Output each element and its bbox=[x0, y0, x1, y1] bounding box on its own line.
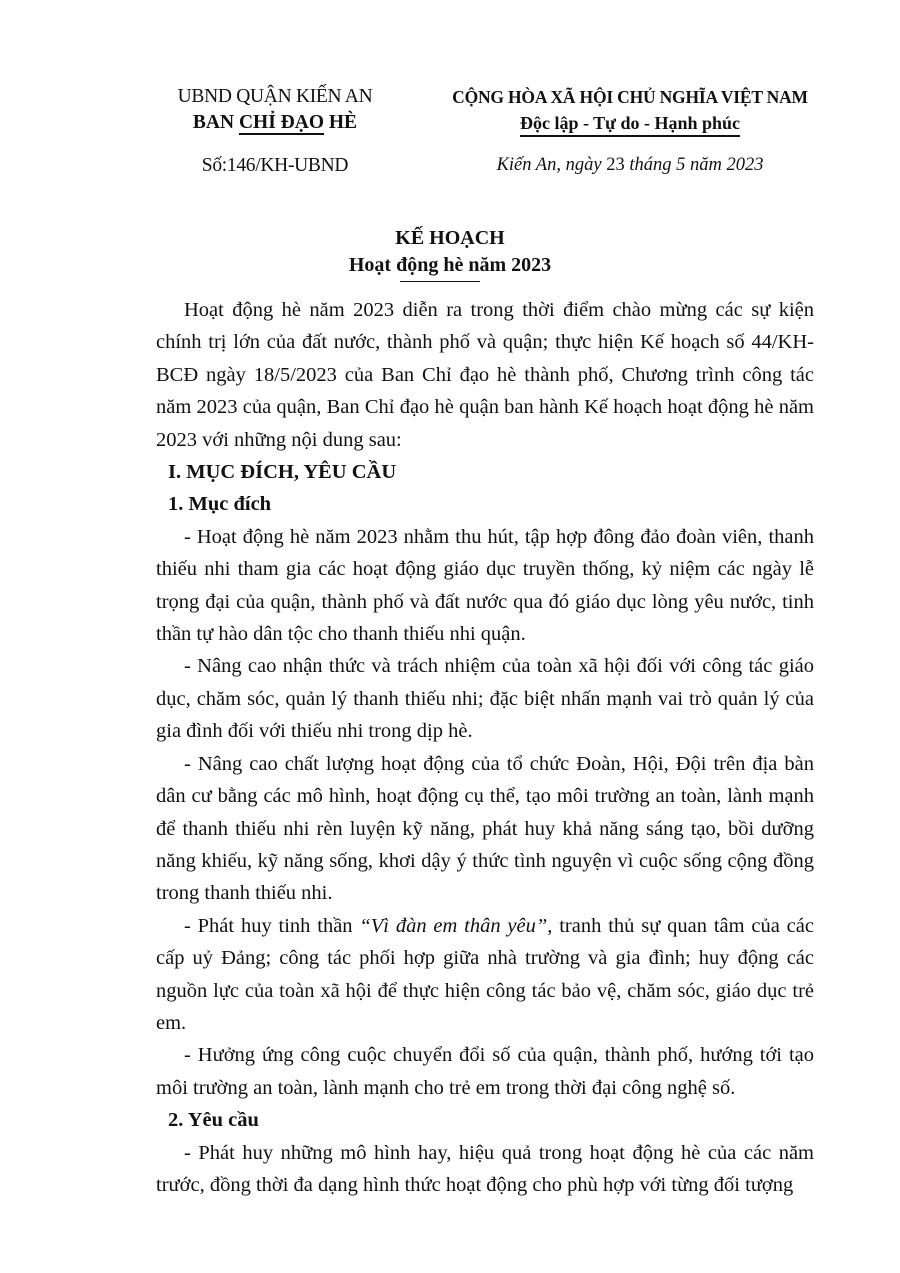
purpose-item bbox=[156, 910, 814, 1040]
place-date-day: 23 bbox=[606, 155, 625, 175]
purpose-item-text: , tranh thủ sự quan tâm của các cấp uỷ Đảng; công tác phối hợp giữa nhà trường và gia đình; huy động các nguồn lực của toàn xã hội để thực hiện công tác bảo vệ, chăm sóc, giáo dục trẻ em. bbox=[156, 914, 814, 1034]
issuing-agency: UBND QUẬN KIẾN AN bbox=[177, 86, 373, 107]
purpose-item: - Nâng cao chất lượng hoạt động của tổ chức Đoàn, Hội, Đội trên địa bàn dân cư bằng các mô hình, hoạt động cụ thể, tạo môi trường an toàn, lành mạnh để thanh thiếu nhi rèn luyện kỹ năng, phát huy khả năng sáng tạo, bồi dưỡng năng khiếu, kỹ năng sống, khơi dậy ý thức tình nguyện vì cuộc sống cộng đồng trong thanh thiếu nhi. bbox=[156, 752, 814, 905]
intro-paragraph: Hoạt động hè năm 2023 diễn ra trong thời điểm chào mừng các sự kiện chính trị lớn của đất nước, thành phố và quận; thực hiện Kế hoạch số 44/KH-BCĐ ngày 18/5/2023 của Ban Chỉ đạo hè thành phố, Chương trình công tác năm 2023 của quận, Ban Chỉ đạo hè quận ban hành Kế hoạch hoạt động hè năm 2023 với những nội dung sau: bbox=[156, 299, 814, 451]
place-and-date bbox=[420, 155, 840, 176]
purpose-item: - Hưởng ứng công cuộc chuyển đổi số của quận, thành phố, hướng tới tạo môi trường an toàn, lành mạnh cho trẻ em trong thời đại công nghệ số. bbox=[156, 1044, 814, 1099]
issuing-unit bbox=[150, 110, 400, 136]
national-header-block bbox=[420, 84, 840, 136]
purpose-item-text: - Phát huy tinh thần bbox=[184, 914, 360, 937]
document-body bbox=[156, 294, 814, 1201]
subsection-heading: 2. Yêu cầu bbox=[168, 1109, 259, 1132]
document-title: KẾ HOẠCH bbox=[395, 227, 505, 249]
issuing-unit-suffix: HÈ bbox=[324, 112, 358, 133]
section-heading: I. MỤC ĐÍCH, YÊU CẦU bbox=[168, 461, 397, 484]
issuing-agency-block bbox=[150, 84, 400, 136]
issuing-unit-underlined: CHỈ ĐẠO bbox=[238, 112, 325, 133]
purpose-item: - Nâng cao nhận thức và trách nhiệm của toàn xã hội đối với công tác giáo dục, chăm sóc, quản lý thanh thiếu nhi; đặc biệt nhấn mạnh vai trò quản lý của gia đình đối với thiếu nhi trong dịp hè. bbox=[156, 655, 814, 743]
subsection-heading: 1. Mục đích bbox=[168, 493, 272, 516]
slogan-quote: “Vì đàn em thân yêu” bbox=[359, 914, 548, 937]
place-date-prefix: Kiến An, ngày bbox=[496, 155, 607, 175]
national-motto: Độc lập - Tự do - Hạnh phúc bbox=[519, 113, 741, 133]
document-number: Số:146/KH-UBND bbox=[201, 155, 349, 176]
document-subtitle: Hoạt động hè năm 2023 bbox=[348, 254, 552, 276]
national-title: CỘNG HÒA XÃ HỘI CHỦ NGHĨA VIỆT NAM bbox=[452, 87, 808, 107]
title-divider bbox=[400, 281, 480, 282]
purpose-item: - Hoạt động hè năm 2023 nhằm thu hút, tập hợp đông đảo đoàn viên, thanh thiếu nhi tham gia các hoạt động giáo dục truyền thống, kỷ niệm các ngày lễ trọng đại của quận, thành phố và đất nước qua đó giáo dục lòng yêu nước, tinh thần tự hào dân tộc cho thanh thiếu nhi quận. bbox=[156, 525, 814, 646]
issuing-unit-prefix: BAN bbox=[192, 112, 239, 133]
place-date-suffix: tháng 5 năm 2023 bbox=[624, 155, 764, 175]
requirement-item: - Phát huy những mô hình hay, hiệu quả trong hoạt động hè của các năm trước, đồng thời đa dạng hình thức hoạt động cho phù hợp với từng đối tượng bbox=[156, 1141, 814, 1196]
